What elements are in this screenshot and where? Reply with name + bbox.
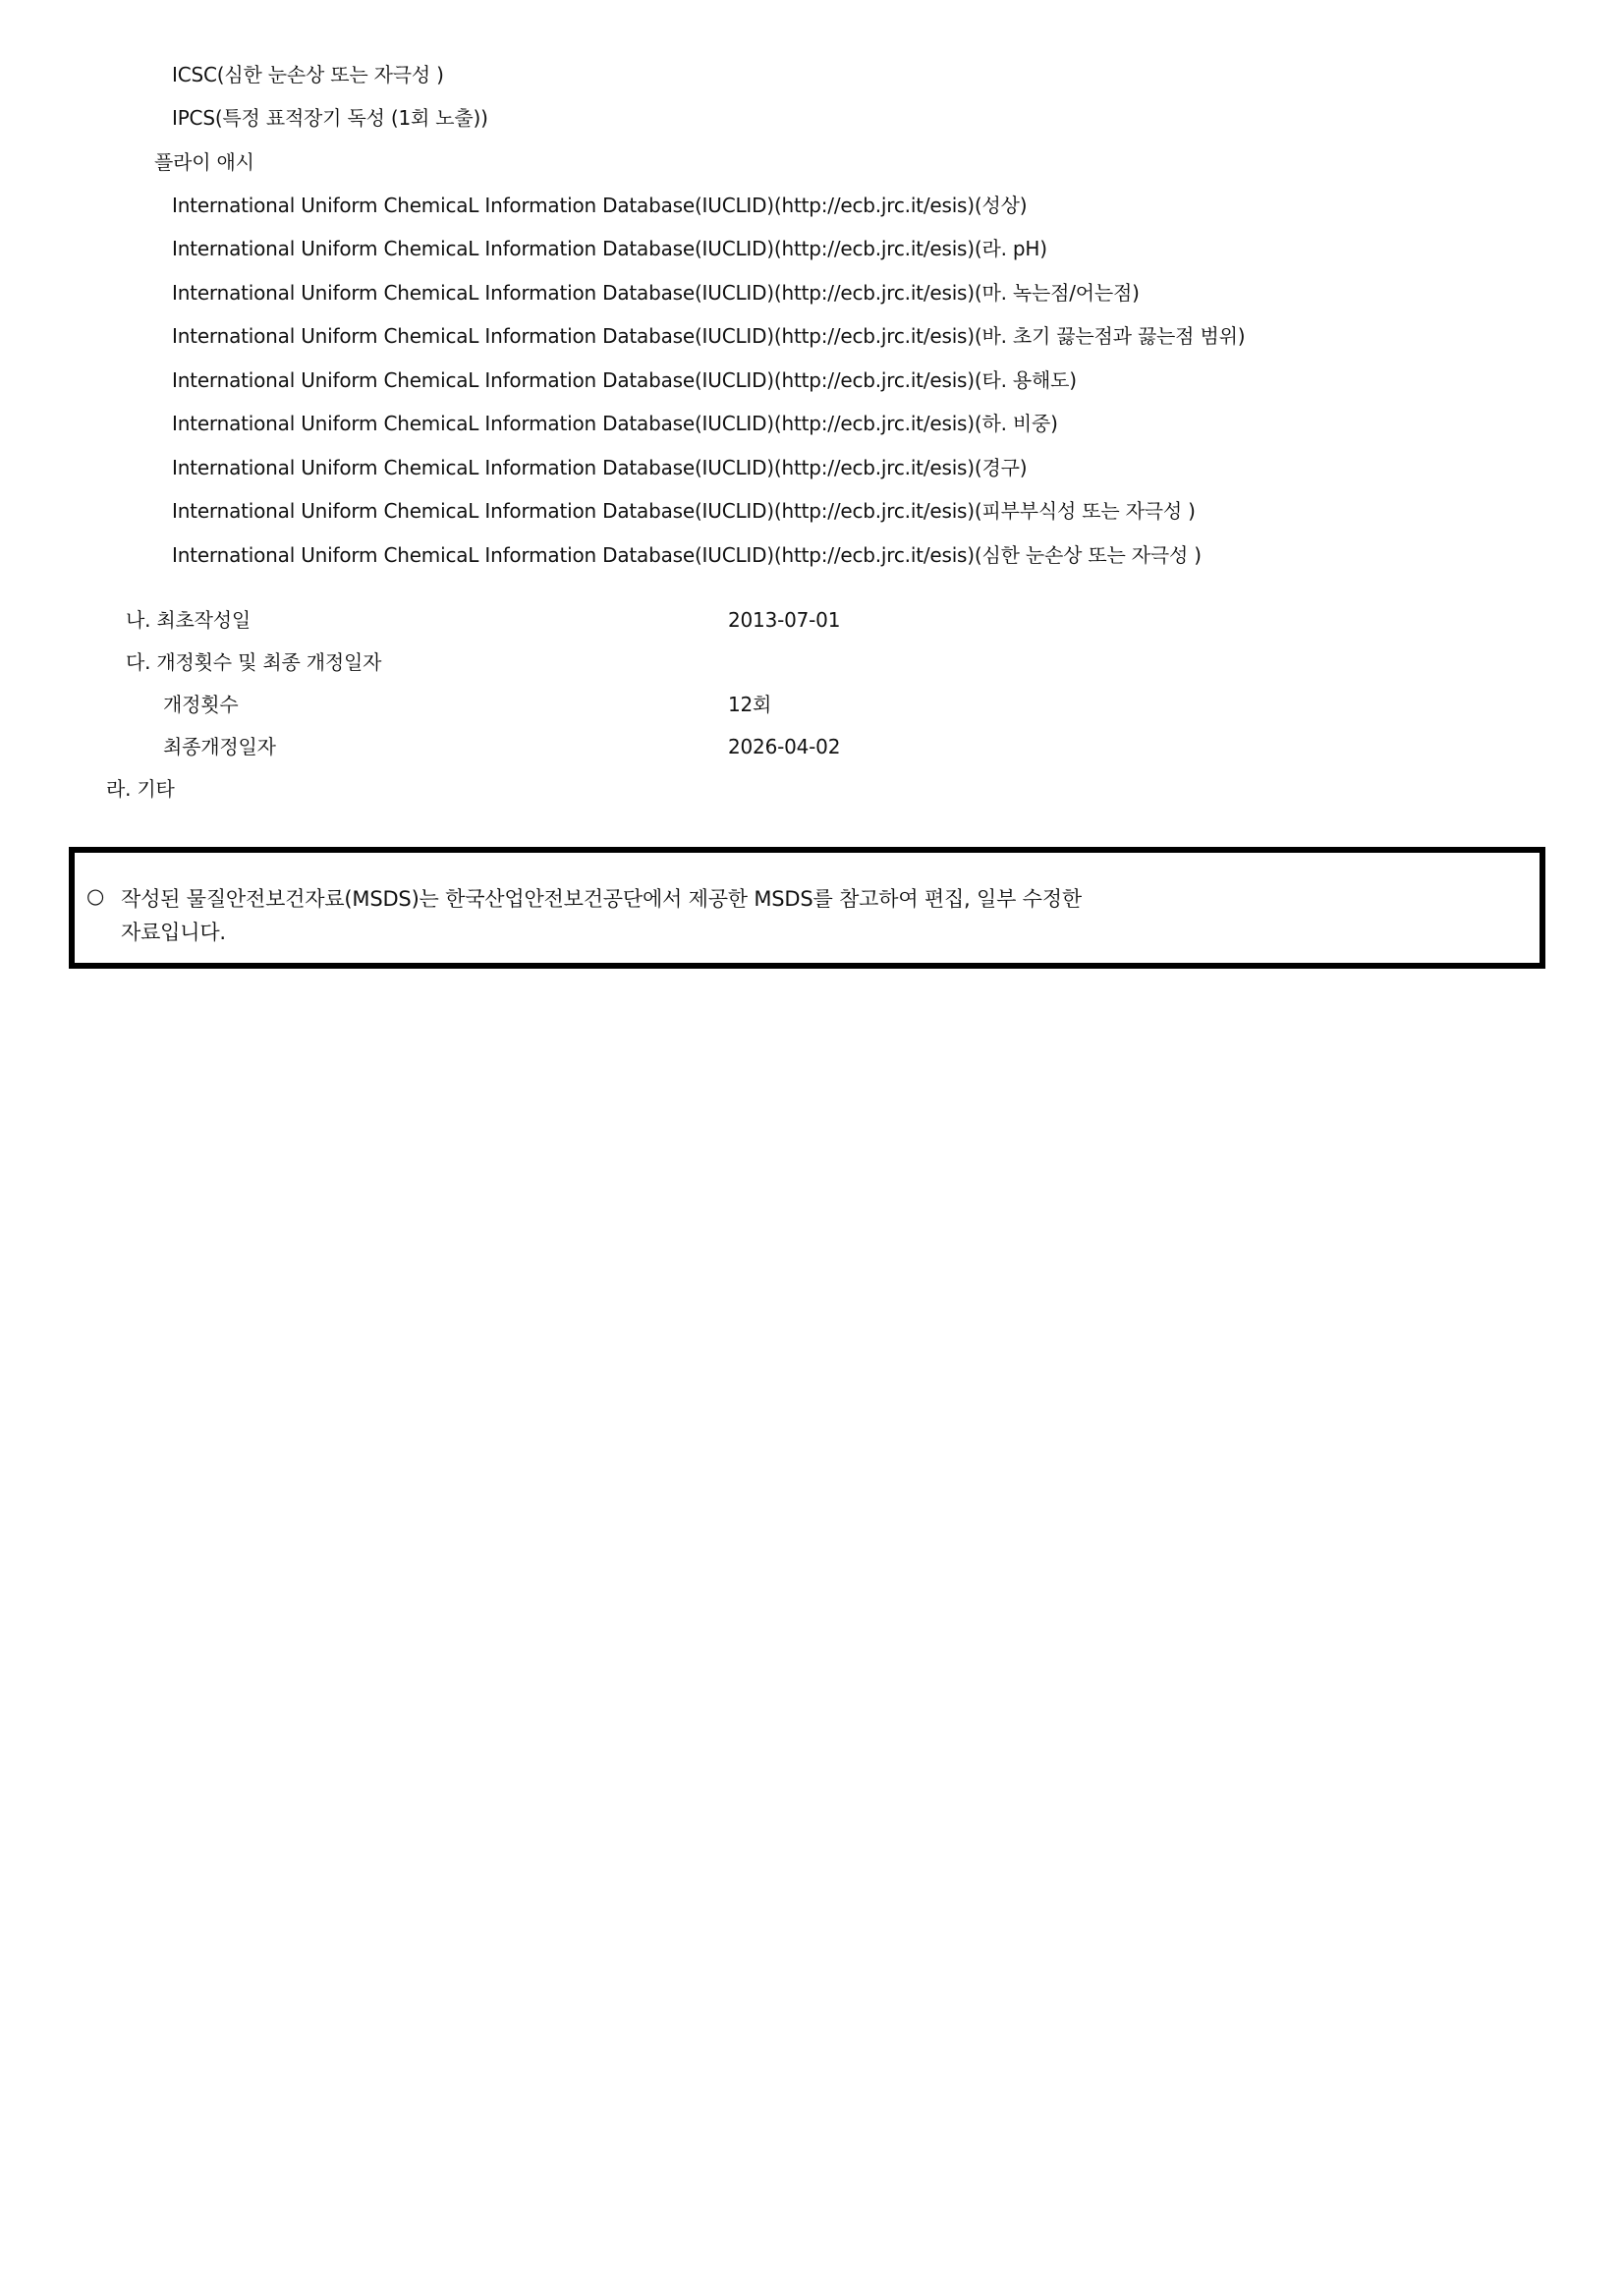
revision-count-value: 12회 (728, 693, 772, 716)
notice-line-1: 작성된 물질안전보건자료(MSDS)는 한국산업안전보건공단에서 제공한 MSDS를 참고하여 편집, 일부 수정한 (121, 887, 1082, 911)
substance-heading-fly-ash: 플라이 애시 (154, 150, 254, 174)
first-written-label: 나. 최초작성일 (126, 608, 252, 632)
notice-line-2: 자료입니다. (121, 921, 226, 944)
reference-iuclid: International Uniform ChemicaL Information Database(IUCLID)(http://ecb.jrc.it/esis)(타. 용해도) (172, 368, 1077, 392)
other-label: 라. 기타 (106, 777, 175, 801)
reference-iuclid: International Uniform ChemicaL Information Database(IUCLID)(http://ecb.jrc.it/esis)(하. 비중) (172, 412, 1058, 435)
reference-ipcs: IPCS(특정 표적장기 독성 (1회 노출)) (172, 106, 488, 130)
reference-iuclid: International Uniform ChemicaL Information Database(IUCLID)(http://ecb.jrc.it/esis)(성상) (172, 194, 1028, 217)
last-revised-value: 2026-04-02 (728, 735, 841, 758)
reference-iuclid: International Uniform ChemicaL Information Database(IUCLID)(http://ecb.jrc.it/esis)(마. 녹는점/어는점) (172, 281, 1140, 305)
notice-text (121, 882, 1082, 949)
reference-iuclid: International Uniform ChemicaL Information Database(IUCLID)(http://ecb.jrc.it/esis)(피부부식성 또는 자극성 ) (172, 499, 1196, 523)
first-written-value: 2013-07-01 (728, 608, 841, 632)
notice-bullet-icon: ○ (86, 884, 105, 908)
revision-heading: 다. 개정횟수 및 최종 개정일자 (126, 650, 382, 674)
last-revised-label: 최종개정일자 (163, 735, 276, 758)
reference-iuclid: International Uniform ChemicaL Information Database(IUCLID)(http://ecb.jrc.it/esis)(바. 초기 끓는점과 끓는점 범위) (172, 324, 1246, 348)
reference-iuclid: International Uniform ChemicaL Information Database(IUCLID)(http://ecb.jrc.it/esis)(심한 눈손상 또는 자극성 ) (172, 543, 1202, 567)
reference-icsc: ICSC(심한 눈손상 또는 자극성 ) (172, 63, 444, 86)
reference-iuclid: International Uniform ChemicaL Information Database(IUCLID)(http://ecb.jrc.it/esis)(경구) (172, 456, 1028, 479)
reference-iuclid: International Uniform ChemicaL Information Database(IUCLID)(http://ecb.jrc.it/esis)(라. pH) (172, 237, 1047, 260)
revision-count-label: 개정횟수 (163, 693, 239, 716)
